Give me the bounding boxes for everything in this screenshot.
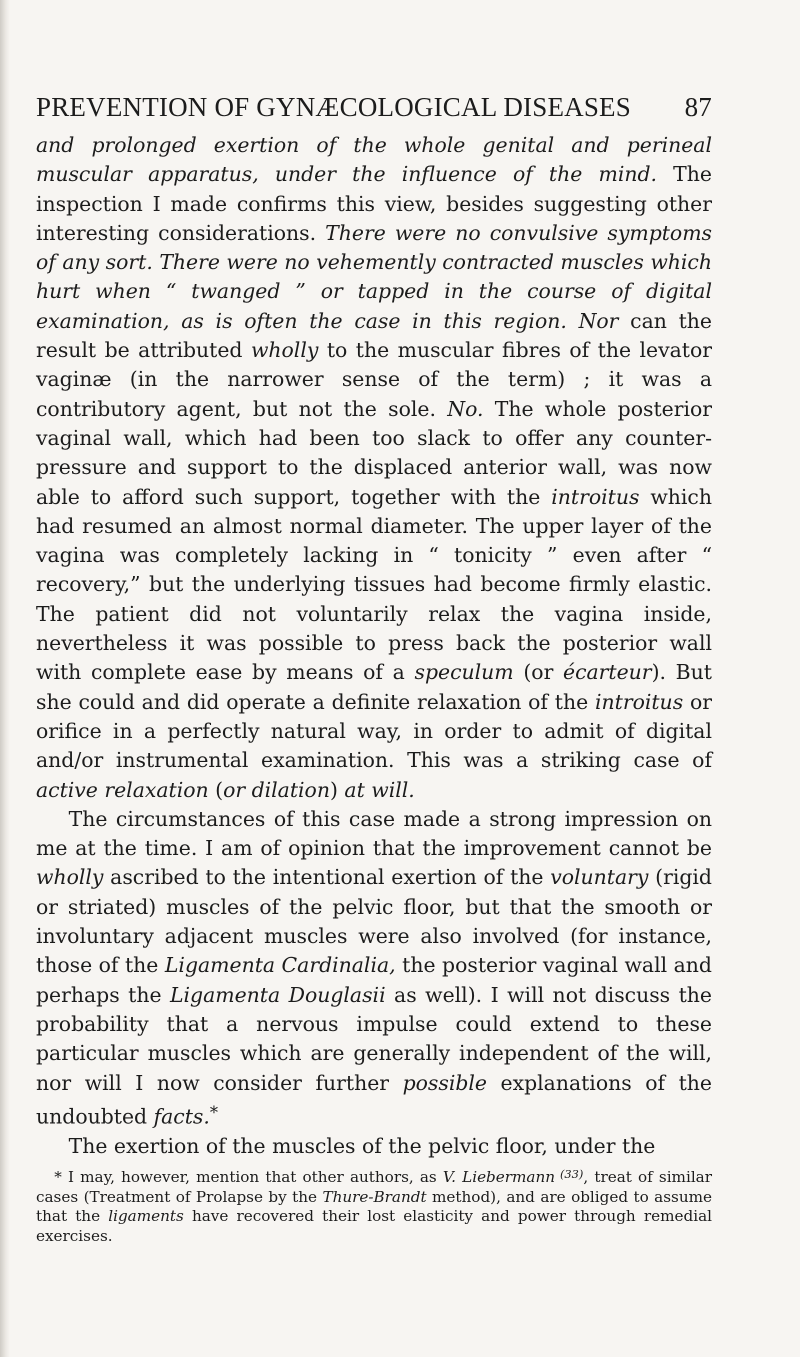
italic-text-run: V. Liebermann xyxy=(442,1168,556,1187)
italic-text-run: facts. xyxy=(153,1104,210,1129)
text-run: ). But she could and did operate a definite relaxation of the xyxy=(36,660,712,714)
text-run: * I may, however, mention that other authors, as xyxy=(54,1168,443,1187)
text-run: to the muscular fibres of the levator vaginæ (in the narrower sense of the term) ; it was a contributory agent, but not the sole. xyxy=(36,338,712,421)
running-head-title: PREVENTION OF GYNÆCOLOGICAL DISEASES xyxy=(36,92,631,122)
italic-text-run: and prolonged exertion of the whole genital and perineal muscular apparatus, under the influence of the mind. xyxy=(36,133,712,187)
italic-text-run: at will. xyxy=(344,777,415,802)
italic-text-run: Thure-Brandt xyxy=(322,1187,427,1206)
italic-text-run: ligaments xyxy=(108,1207,184,1226)
scan-edge-shadow xyxy=(0,0,10,1357)
text-run: as well). I will not discuss the probability that a nervous impulse could extend to these particular muscles which are generally independent of the will, nor will I now consider further xyxy=(36,982,712,1095)
text-run: ) xyxy=(329,777,345,802)
page-number: 87 xyxy=(684,92,712,122)
italic-text-run: There were no convulsive symptoms of any sort. There were no vehemently contracted muscles which hurt when “ twanged ” or tapped in the course of digital examination, as is often the case in this region. Nor xyxy=(36,220,713,333)
book-page xyxy=(36,92,712,1246)
footnote xyxy=(36,1165,712,1246)
text-run: have recovered their lost elasticity and power through remedial exercises. xyxy=(36,1207,712,1245)
text-run: explanations of the undoubted xyxy=(36,1070,712,1129)
text-run: The inspection I made confirms this view, besides suggesting other interesting considerations. xyxy=(36,162,712,245)
italic-text-run: active relaxation xyxy=(36,777,209,802)
text-run: the posterior vaginal wall and perhaps the xyxy=(36,953,712,1007)
paragraph xyxy=(36,131,712,805)
italic-text-run: No. xyxy=(447,396,484,421)
text-run: (or xyxy=(513,660,564,685)
text-run: can the result be attributed xyxy=(36,308,712,363)
italic-text-run: voluntary xyxy=(550,865,649,890)
italic-text-run: Ligamenta Cardinalia, xyxy=(164,953,396,978)
text-run: The exertion of the muscles of the pelvic floor, under the xyxy=(68,1133,656,1158)
text-run: (rigid or striated) muscles of the pelvic floor, but that the smooth or involuntary adjacent muscles were also involved (for instance, those of the xyxy=(36,865,712,978)
text-run: , treat of similar cases (Treatment of Prolapse by the xyxy=(36,1168,712,1206)
italic-text-run: wholly xyxy=(250,338,319,363)
italic-text-run: Ligamenta Douglasii xyxy=(169,982,386,1007)
text-run: ascribed to the intentional exertion of the xyxy=(103,865,551,890)
italic-text-run: introitus xyxy=(594,689,684,714)
footnote-reference: (33) xyxy=(555,1167,584,1182)
footnote-reference: * xyxy=(209,1102,218,1122)
text-run: or orifice in a perfectly natural way, in order to admit of digital and/or instrumental examination. This was a striking case of xyxy=(36,689,712,773)
italic-text-run: or dilation xyxy=(223,777,330,802)
running-head xyxy=(36,92,712,123)
text-run: The whole posterior vaginal wall, which had been too slack to offer any counter-pressure and support to the displaced anterior wall, was now able to afford such support, together with the xyxy=(36,396,713,509)
body-text xyxy=(36,131,712,1161)
text-run: method), and are obliged to assume that the xyxy=(36,1187,712,1226)
text-run: which had resumed an almost normal diameter. The upper layer of the vagina was completely lacking in “ tonicity ” even after “ recovery,” but the underlying tissues had become firmly elastic. The patient did not voluntarily relax the vagina inside, nevertheless it was possible to press back the posterior wall with complete ease by means of a xyxy=(36,484,712,685)
italic-text-run: possible xyxy=(402,1070,487,1095)
paragraph xyxy=(36,1132,712,1161)
italic-text-run: écarteur xyxy=(563,660,652,685)
italic-text-run: wholly xyxy=(36,865,104,890)
italic-text-run: introitus xyxy=(551,484,640,509)
text-run: ( xyxy=(208,777,224,802)
italic-text-run: speculum xyxy=(414,660,514,685)
paragraph xyxy=(36,805,712,1132)
text-run: The circumstances of this case made a strong impression on me at the time. I am of opinion that the improvement cannot be xyxy=(36,806,712,861)
